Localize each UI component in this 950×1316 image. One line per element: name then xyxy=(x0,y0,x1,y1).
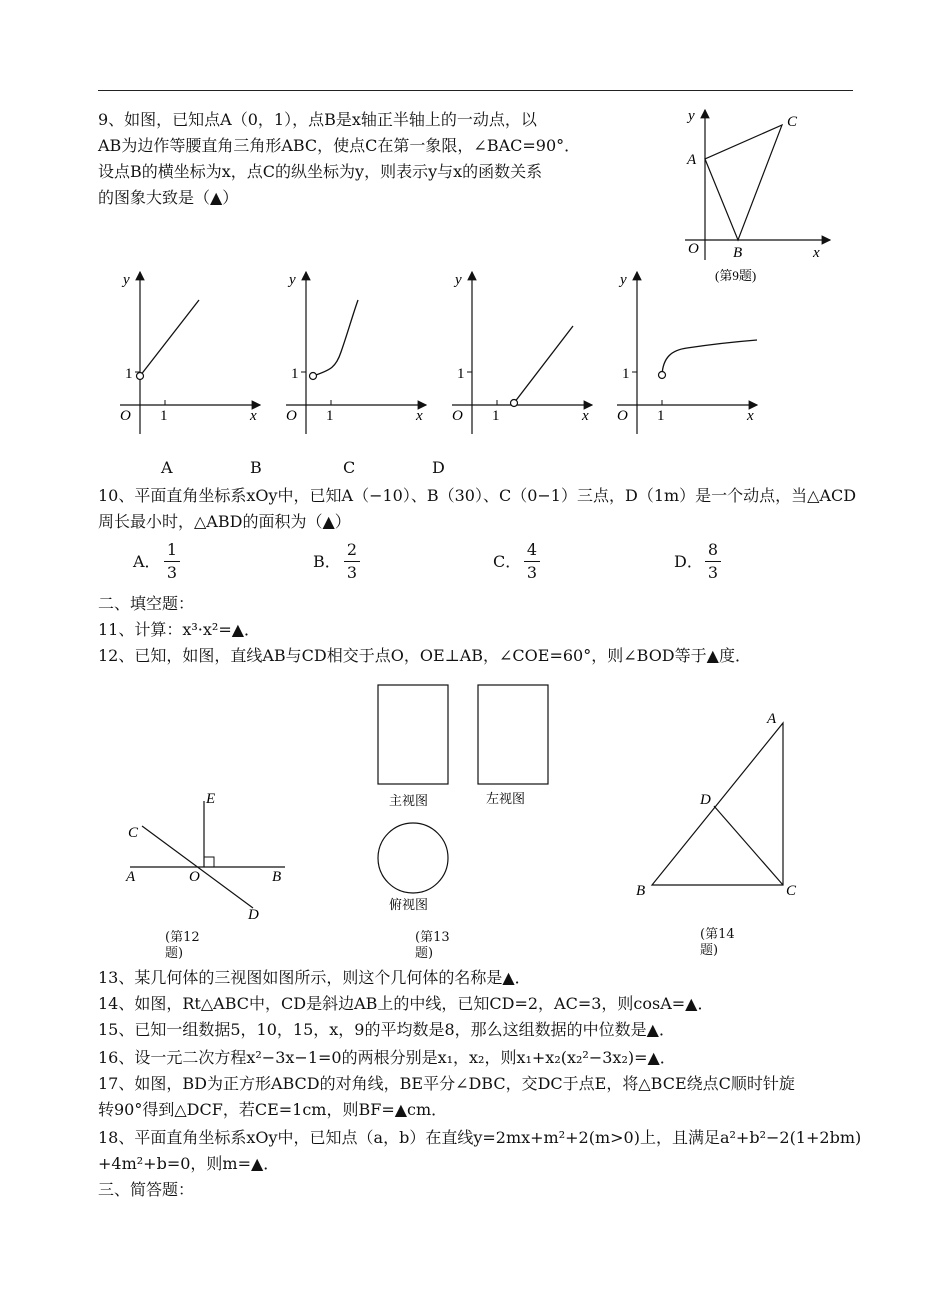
q12-caption-1: (第12 xyxy=(165,930,200,945)
q9-line-1: 9、如图，已知点A（0，1），点B是x轴正半轴上的一动点，以 xyxy=(98,110,537,129)
q12-caption-2: 题) xyxy=(165,946,184,961)
svg-text:1: 1 xyxy=(125,366,133,382)
q9-choice-a: A xyxy=(161,458,173,477)
q13-figure xyxy=(370,680,560,920)
q14: 14、如图，Rt△ABC中，CD是斜边AB上的中线，已知CD=2，AC=3，则cosA=▲． xyxy=(98,994,714,1013)
q9-triangle xyxy=(705,125,782,240)
q16: 16、设一元二次方程x²−3x−1=0的两根分别是x₁，x₂，则x₁+x₂(x₂²−3x₂)=▲． xyxy=(98,1048,676,1067)
svg-text:y: y xyxy=(289,272,296,288)
q11: 11、计算：x³·x²=▲． xyxy=(98,620,261,639)
svg-text:A: A xyxy=(767,711,777,727)
q13: 13、某几何体的三视图如图所示，则这个几何体的名称是▲． xyxy=(98,968,531,987)
q9-line-2: AB为边作等腰直角三角形ABC，使点C在第一象限，∠BAC=90°． xyxy=(98,136,581,155)
q14-caption-2: 题) xyxy=(700,943,719,958)
svg-text:B: B xyxy=(636,883,646,899)
svg-text:O: O xyxy=(189,869,200,885)
svg-text:1: 1 xyxy=(291,366,299,382)
svg-text:y: y xyxy=(123,272,130,288)
section-3-heading: 三、简答题： xyxy=(98,1180,195,1199)
svg-text:1: 1 xyxy=(657,408,665,424)
q10-option-a-label: A． xyxy=(133,552,161,571)
svg-text:x: x xyxy=(416,408,423,424)
top-rule xyxy=(98,90,853,91)
svg-text:E: E xyxy=(206,791,216,807)
q15: 15、已知一组数据5，10，15，x，9的平均数是8，那么这组数据的中位数是▲． xyxy=(98,1020,675,1039)
q9-point-b: B xyxy=(733,245,743,261)
svg-text:x: x xyxy=(747,408,754,424)
svg-text:y: y xyxy=(455,272,462,288)
svg-text:O: O xyxy=(286,408,297,424)
svg-text:1: 1 xyxy=(160,408,168,424)
graph-d xyxy=(617,272,757,434)
q10-option-c-label: C． xyxy=(493,552,522,571)
q17-line-2: 转90°得到△DCF，若CE=1cm，则BF=▲cm． xyxy=(98,1100,448,1119)
q17-line-1: 17、如图，BD为正方形ABCD的对角线，BE平分∠DBC，交DC于点E，将△BCE绕点C顺时针旋 xyxy=(98,1074,795,1093)
q9-x-label: x xyxy=(813,245,820,261)
svg-text:俯视图: 俯视图 xyxy=(389,897,429,912)
q9-origin: O xyxy=(688,241,699,257)
q13-caption-2: 题) xyxy=(415,946,434,961)
q9-choice-b: B xyxy=(250,458,262,477)
q10-option-d-label: D． xyxy=(674,552,703,571)
svg-text:1: 1 xyxy=(622,366,630,382)
q9-figure xyxy=(670,98,850,288)
q12: 12、已知，如图，直线AB与CD相交于点O，OE⊥AB，∠COE=60°，则∠BOD等于▲度． xyxy=(98,646,751,665)
svg-text:1: 1 xyxy=(492,408,500,424)
q10-line-2: 周长最小时，△ABD的面积为（▲） xyxy=(98,512,351,531)
q9-line-3: 设点B的横坐标为x，点C的纵坐标为y，则表示y与x的函数关系 xyxy=(98,162,543,181)
q9-choice-d: D xyxy=(432,458,445,477)
q10-option-c-fraction: 4 3 xyxy=(524,540,540,583)
q10-option-d-fraction: 8 3 xyxy=(705,540,721,583)
q9-caption: (第9题) xyxy=(715,268,757,283)
svg-text:O: O xyxy=(617,408,628,424)
q9-line-4: 的图象大致是（▲） xyxy=(98,188,239,207)
svg-text:B: B xyxy=(272,869,282,885)
svg-text:C: C xyxy=(786,883,797,899)
svg-text:x: x xyxy=(250,408,257,424)
q14-caption-1: (第14 xyxy=(700,927,735,942)
q18-line-1: 18、平面直角坐标系xOy中，已知点（a，b）在直线y=2mx+m²+2(m>0)上，且满足a²+b²−2(1+2bm) xyxy=(98,1128,862,1147)
svg-text:1: 1 xyxy=(326,408,334,424)
svg-text:A: A xyxy=(126,869,136,885)
q10-option-b-label: B． xyxy=(313,552,341,571)
q18-line-2: +4m²+b=0，则m=▲． xyxy=(98,1154,280,1173)
svg-text:左视图: 左视图 xyxy=(486,791,526,806)
q9-choice-c: C xyxy=(343,458,356,477)
q13-caption-1: (第13 xyxy=(415,930,450,945)
q9-y-label: y xyxy=(688,108,695,124)
q10-line-1: 10、平面直角坐标系xOy中，已知A（−10）、B（30）、C（0−1）三点，D（1m）是一个动点，当△ACD xyxy=(98,486,857,505)
svg-text:D: D xyxy=(248,907,259,923)
svg-text:主视图: 主视图 xyxy=(389,793,429,808)
q9-answer-graphs xyxy=(110,262,780,442)
graph-a xyxy=(120,272,260,434)
svg-text:C: C xyxy=(128,825,139,841)
q14-figure xyxy=(630,705,810,905)
q9-point-a: A xyxy=(687,152,697,168)
q12-figure xyxy=(120,785,300,930)
svg-text:y: y xyxy=(620,272,627,288)
svg-text:x: x xyxy=(582,408,589,424)
svg-text:O: O xyxy=(452,408,463,424)
svg-text:D: D xyxy=(700,792,711,808)
q10-option-b-fraction: 2 3 xyxy=(344,540,360,583)
graph-b xyxy=(286,272,426,434)
svg-text:1: 1 xyxy=(457,366,465,382)
section-2-heading: 二、填空题： xyxy=(98,594,195,613)
svg-text:O: O xyxy=(120,408,131,424)
q10-option-a-fraction: 1 3 xyxy=(164,540,180,583)
q9-point-c: C xyxy=(787,114,798,130)
graph-c xyxy=(452,272,592,434)
